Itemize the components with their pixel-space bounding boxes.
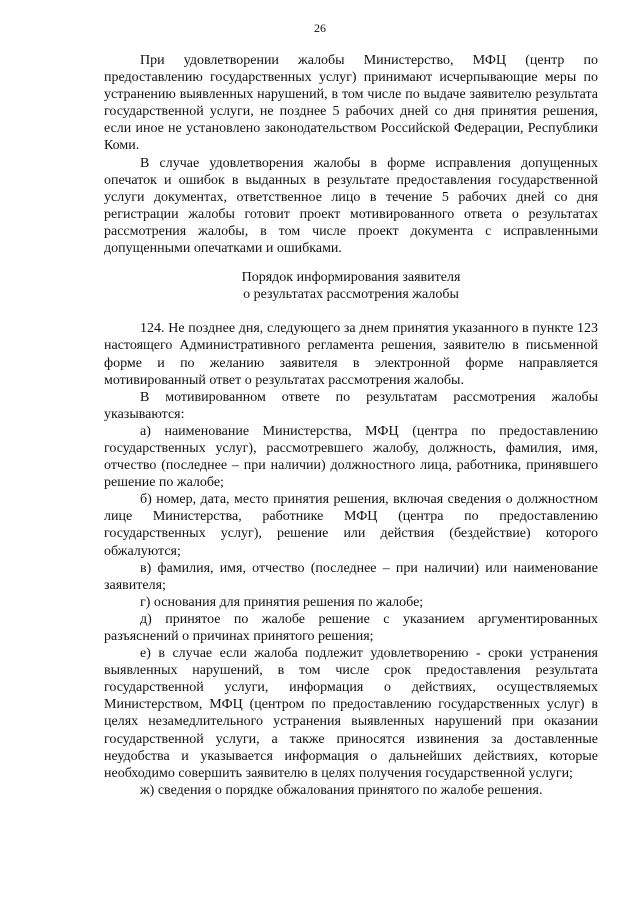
- list-item-a: а) наименование Министерства, МФЦ (центра по предоставлению государственных услуг), рассмотревшего жалобу, должность, фамилия, имя, отчество (последнее – при наличии) должностного лица, работника, принявшего решение по жалобе;: [104, 423, 598, 491]
- list-item-e: е) в случае если жалоба подлежит удовлетворению - сроки устранения выявленных нарушений, в том числе срок предоставления результата государственной услуги, информация о действиях, осуществляемых Министерством, МФЦ (центром по предоставлению государственных услуг) в целях незамедлительного устранения выявленных нарушений при оказании государственной услуги, а также приносятся извинения за доставленные неудобства и указывается информация о дальнейших действиях, которые необходимо совершить заявителю в целях получения государственной услуги;: [104, 646, 598, 781]
- paragraph-typo-correction: В случае удовлетворения жалобы в форме исправления допущенных опечаток и ошибок в выданных в результате предоставления государственной услуги документах, ответственное лицо в течение 5 рабочих дней со дня регистрации жалобы готовит проект мотивированного ответа о результатах рассмотрения жалобы, в том числе проект документа с исправленными допущенными опечатками и ошибками.: [104, 155, 598, 257]
- paragraph-response-contents: В мотивированном ответе по результатам рассмотрения жалобы указываются:: [104, 389, 598, 422]
- list-item-v: в) фамилия, имя, отчество (последнее – при наличии) или наименование заявителя;: [104, 560, 598, 593]
- document-body: [104, 52, 598, 799]
- paragraph-complaint-satisfied: При удовлетворении жалобы Министерство, МФЦ (центр по предоставлению государственных услуг) принимают исчерпывающие меры по устранению выявленных нарушений, в том числе по выдаче заявителю результата государственной услуги, не позднее 5 рабочих дней со дня принятия решения, если иное не установлено законодательством Российской Федерации, Республики Коми.: [104, 53, 598, 154]
- section-heading-line-2: о результатах рассмотрения жалобы: [243, 287, 459, 303]
- list-item-zh: ж) сведения о порядке обжалования принятого по жалобе решения.: [140, 782, 543, 798]
- paragraph-124: 124. Не позднее дня, следующего за днем принятия указанного в пункте 123 настоящего Административного регламента решения, заявителю в письменной форме и по желанию заявителя в электронной форме направляется мотивированный ответ о результатах рассмотрения жалобы.: [104, 321, 598, 388]
- page-number: 26: [314, 21, 326, 35]
- list-item-d: д) принятое по жалобе решение с указанием аргументированных разъяснений о причинах принятого решения;: [104, 611, 598, 644]
- list-item-b: б) номер, дата, место принятия решения, включая сведения о должностном лице Министерства, работнике МФЦ (центра по предоставлению государственных услуг), решение или действия (бездействие) которого обжалуются;: [104, 492, 598, 559]
- section-heading-line-1: Порядок информирования заявителя: [241, 270, 461, 286]
- section-heading: [104, 269, 598, 303]
- list-item-g: г) основания для принятия решения по жалобе;: [140, 594, 424, 610]
